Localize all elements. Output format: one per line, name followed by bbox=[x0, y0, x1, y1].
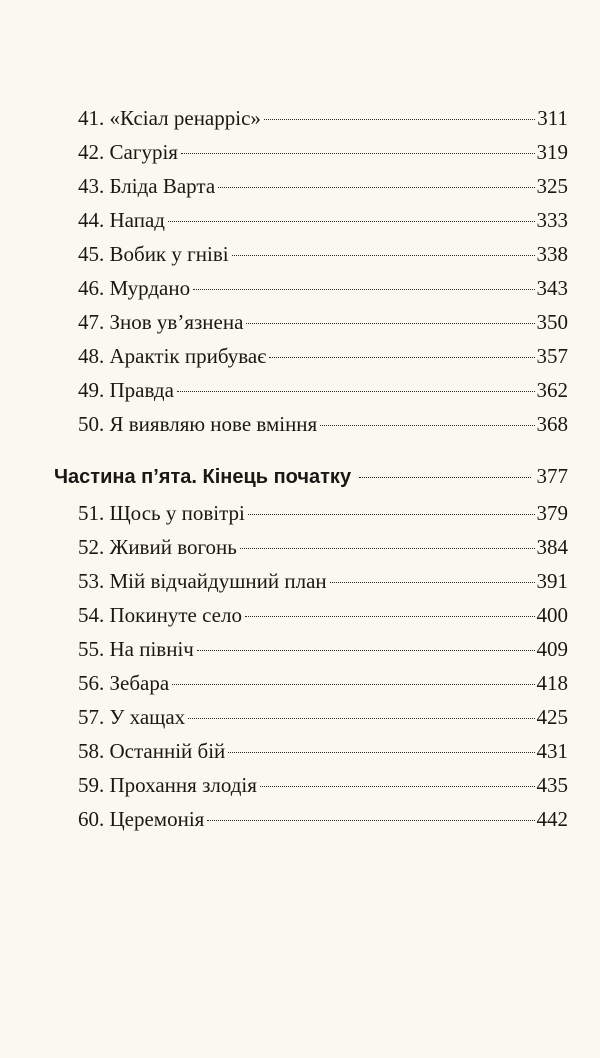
dot-leader bbox=[207, 820, 534, 821]
toc-entry-page: 350 bbox=[536, 310, 568, 334]
toc-part-heading[interactable] bbox=[54, 459, 568, 493]
dot-leader bbox=[359, 477, 530, 478]
toc-entry-page: 418 bbox=[536, 671, 568, 695]
toc-entry-page: 325 bbox=[536, 174, 568, 198]
toc-entry[interactable] bbox=[78, 271, 568, 305]
toc-entry-page: 431 bbox=[536, 739, 568, 763]
toc-entry-title: 52. Живий вогонь bbox=[78, 535, 237, 559]
toc-entry-page: 409 bbox=[536, 637, 568, 661]
toc-entry-page: 384 bbox=[536, 535, 568, 559]
toc-entry-title: 48. Арактік прибуває bbox=[78, 344, 267, 368]
toc-entry[interactable] bbox=[78, 700, 568, 734]
toc-entry-title: 47. Знов ув’язнена bbox=[78, 310, 244, 334]
toc-entry-title: 58. Останній бій bbox=[78, 739, 226, 763]
dot-leader bbox=[228, 752, 534, 753]
toc-entry-title: 49. Правда bbox=[78, 378, 174, 402]
toc-entry-title: 46. Мурдано bbox=[78, 276, 191, 300]
toc-entry[interactable] bbox=[78, 135, 568, 169]
toc-entry[interactable] bbox=[78, 632, 568, 666]
toc-entry[interactable] bbox=[78, 407, 568, 441]
toc-entry[interactable] bbox=[78, 666, 568, 700]
toc-entry-title: 59. Прохання злодія bbox=[78, 773, 257, 797]
toc-entry[interactable] bbox=[78, 373, 568, 407]
toc-entry-title: 57. У хащах bbox=[78, 705, 186, 729]
toc-entry[interactable] bbox=[78, 339, 568, 373]
toc-entry-page: 435 bbox=[536, 773, 568, 797]
toc-entry[interactable] bbox=[78, 237, 568, 271]
toc-entry-title: 50. Я виявляю нове вміння bbox=[78, 412, 318, 436]
toc-entry-title: 55. На північ bbox=[78, 637, 194, 661]
toc-entry-title: 51. Щось у повітрі bbox=[78, 501, 245, 525]
toc-entry-title: 60. Церемонія bbox=[78, 807, 205, 831]
toc-entry-title: 53. Мій відчайдушний план bbox=[78, 569, 327, 593]
toc-entry-page: 362 bbox=[536, 378, 568, 402]
toc-entry-page: 379 bbox=[536, 501, 568, 525]
toc-entry[interactable] bbox=[78, 203, 568, 237]
dot-leader bbox=[246, 323, 534, 324]
toc-entry[interactable] bbox=[78, 768, 568, 802]
toc-entry[interactable] bbox=[78, 530, 568, 564]
toc-entry-title: 45. Вобик у гніві bbox=[78, 242, 229, 266]
dot-leader bbox=[245, 616, 535, 617]
dot-leader bbox=[320, 425, 534, 426]
toc-entry-page: 338 bbox=[536, 242, 568, 266]
toc-entry-page: 311 bbox=[537, 106, 568, 130]
part-title: Частина п’ята. Кінець початку bbox=[54, 466, 352, 488]
toc-entry-title: 56. Зебара bbox=[78, 671, 170, 695]
dot-leader bbox=[188, 718, 534, 719]
dot-leader bbox=[240, 548, 535, 549]
toc-entry[interactable] bbox=[78, 101, 568, 135]
dot-leader bbox=[330, 582, 535, 583]
dot-leader bbox=[197, 650, 535, 651]
toc-entry[interactable] bbox=[78, 598, 568, 632]
toc-entry-page: 343 bbox=[536, 276, 568, 300]
dot-leader bbox=[248, 514, 535, 515]
dot-leader bbox=[269, 357, 534, 358]
dot-leader bbox=[168, 221, 535, 222]
toc-entry-title: 44. Напад bbox=[78, 208, 165, 232]
toc-entry-page: 357 bbox=[536, 344, 568, 368]
toc-entry-title: 43. Бліда Варта bbox=[78, 174, 216, 198]
toc-entry-page: 425 bbox=[536, 705, 568, 729]
toc-list-chapters-41-50 bbox=[78, 101, 568, 441]
toc-entry[interactable] bbox=[78, 734, 568, 768]
dot-leader bbox=[193, 289, 534, 290]
dot-leader bbox=[218, 187, 534, 188]
toc-entry[interactable] bbox=[78, 802, 568, 836]
dot-leader bbox=[232, 255, 535, 256]
dot-leader bbox=[181, 153, 535, 154]
toc-entry-page: 400 bbox=[536, 603, 568, 627]
dot-leader bbox=[177, 391, 535, 392]
toc-entry-page: 442 bbox=[536, 807, 568, 831]
toc-entry-page: 368 bbox=[536, 412, 568, 436]
toc-entry[interactable] bbox=[78, 305, 568, 339]
toc-entry-page: 319 bbox=[536, 140, 568, 164]
toc-entry-title: 54. Покинуте село bbox=[78, 603, 242, 627]
dot-leader bbox=[260, 786, 535, 787]
dot-leader bbox=[264, 119, 535, 120]
part-page: 377 bbox=[536, 464, 568, 488]
toc-entry-title: 42. Сагурія bbox=[78, 140, 178, 164]
dot-leader bbox=[172, 684, 534, 685]
toc-entry-page: 391 bbox=[536, 569, 568, 593]
toc-entry[interactable] bbox=[78, 496, 568, 530]
toc-entry[interactable] bbox=[78, 169, 568, 203]
toc-entry-title: 41. «Ксіал ренарріс» bbox=[78, 106, 261, 130]
toc-list-chapters-51-60 bbox=[78, 496, 568, 836]
toc-entry-page: 333 bbox=[536, 208, 568, 232]
toc-entry[interactable] bbox=[78, 564, 568, 598]
